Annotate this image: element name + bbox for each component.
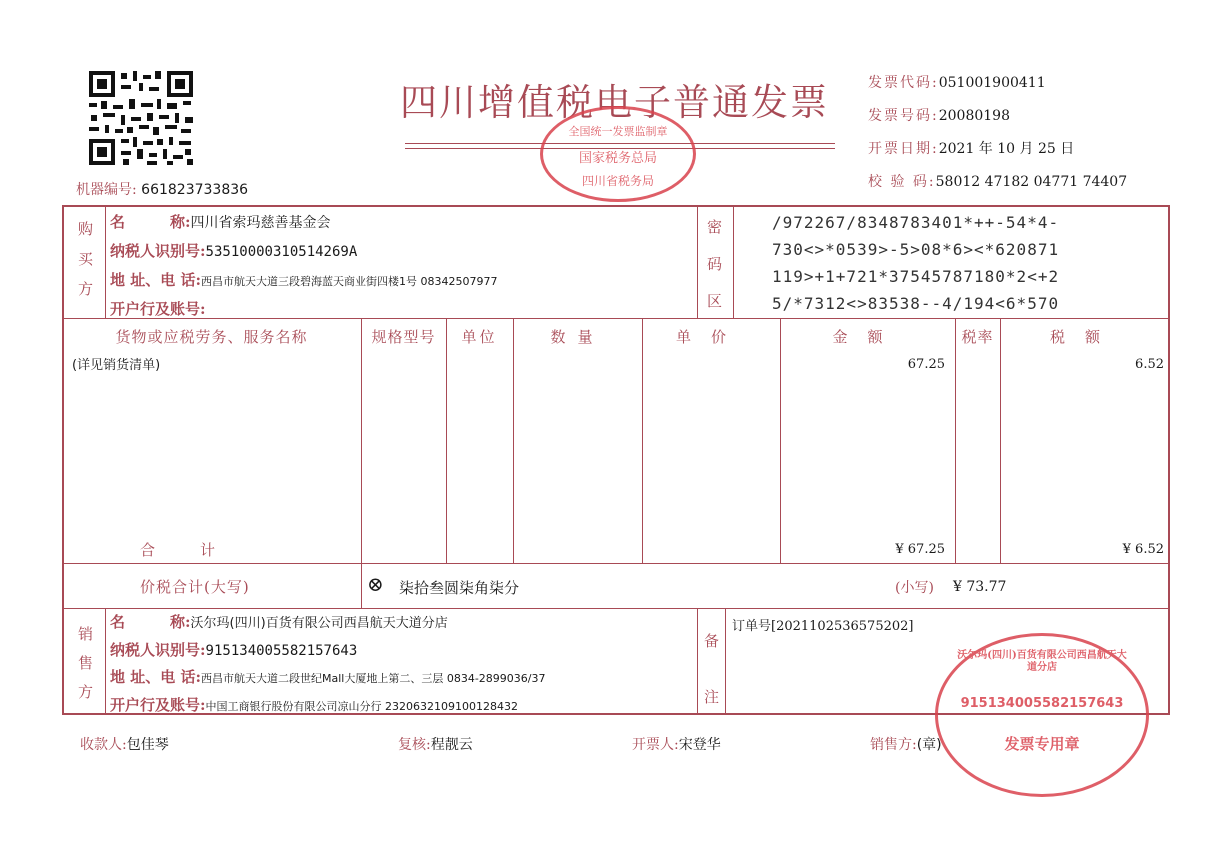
buyer-bank-label: 开户行及账号:: [110, 300, 206, 318]
cipher-side-char-2: 码: [707, 255, 723, 273]
seller-tax-label: 纳税人识别号:: [110, 641, 206, 659]
payee-name: 包佳琴: [126, 737, 169, 753]
invoice-number: 20080198: [938, 108, 1010, 124]
total-label: 合 计: [140, 541, 216, 559]
seller-bank: 中国工商银行股份有限公司凉山分行 2320632109100128432: [205, 700, 519, 713]
cipher-line-1: /972267/8348783401*++-54*4-: [772, 213, 1060, 232]
buyer-side-char-2: 买: [78, 250, 94, 268]
col-header-rate: 税率: [961, 328, 994, 346]
supervision-seal-arc: 全国统一发票监制章: [568, 125, 668, 138]
total-amount: ¥ 67.25: [895, 542, 945, 557]
grand-total-small-label: (小写): [895, 580, 934, 596]
col-header-unit: 单位: [461, 328, 498, 346]
buyer-bank-row: [110, 295, 497, 324]
buyer-tax-id: 53510000310514269A: [205, 244, 358, 260]
drawer-name: 宋登华: [678, 737, 721, 753]
cipher-line-4: 5/*7312<>83538--4/194<6*570: [772, 294, 1060, 313]
invoice-meta: [868, 66, 1127, 198]
item-name: (详见销货清单): [72, 358, 161, 373]
seller-bank-row: [110, 692, 545, 720]
seller-seal-arc: 沃尔玛(四川)百货有限公司西昌航天大道分店: [957, 650, 1127, 673]
buyer-name: 四川省索玛慈善基金会: [190, 215, 331, 231]
item-amount: 67.25: [907, 357, 945, 372]
cross-circle-icon: ⊗: [367, 572, 384, 596]
seller-invoice-seal: [935, 633, 1149, 797]
seller-seal-bottom: 发票专用章: [1004, 735, 1080, 753]
seller-addr: 西昌市航天大道二段世纪Mall大厦地上第二、三层 0834-2899036/37: [200, 672, 546, 685]
seller-side-char-3: 方: [78, 683, 94, 701]
col-header-price: 单价: [675, 328, 746, 346]
machine-number-label: 机器编号:: [76, 182, 137, 198]
grand-total-upper: 柒拾叁圆柒角柒分: [399, 579, 520, 597]
seller-name-row: [110, 609, 545, 637]
buyer-addr: 西昌市航天大道三段碧海蓝天商业街四楼1号 08342507977: [200, 275, 498, 288]
supervision-seal-line2: 国家税务总局: [578, 151, 657, 166]
check-code-row: [868, 165, 1127, 198]
buyer-addr-row: [110, 266, 497, 295]
seller-tax-row: [110, 637, 545, 664]
cipher-line-2: 730<>*0539>-5>08*6><*620871: [772, 240, 1060, 259]
seller-side-char-1: 销: [78, 625, 94, 643]
cipher-area: [772, 209, 1059, 317]
invoice-code: 051001900411: [938, 75, 1046, 91]
reviewer-name: 程靓云: [430, 737, 473, 753]
buyer-name-row: [110, 208, 497, 237]
invoice-date-label: 开票日期:: [868, 141, 939, 157]
seller-addr-row: [110, 664, 545, 692]
buyer-name-label: 名 称:: [110, 213, 191, 231]
seller-side-char-2: 售: [78, 654, 94, 672]
seller-addr-label: 地 址、电 话:: [110, 668, 201, 686]
seller-seal-tax-id: 915134005582157643: [960, 696, 1124, 711]
buyer-tax-label: 纳税人识别号:: [110, 242, 206, 260]
payee-label: 收款人:: [80, 737, 127, 753]
seller-info: [110, 609, 545, 720]
col-header-qty: 数量: [550, 328, 605, 346]
invoice-code-row: [868, 66, 1127, 99]
cipher-line-3: 119>+1+721*37545787180*2<+2: [772, 267, 1060, 286]
buyer-addr-label: 地 址、电 话:: [110, 271, 201, 289]
supervision-seal: [540, 106, 696, 202]
remarks-side-char-1: 备: [704, 632, 720, 650]
seller-bank-label: 开户行及账号:: [110, 696, 206, 714]
qr-code: [87, 69, 195, 167]
drawer-label: 开票人:: [632, 737, 679, 753]
grand-total-small: ¥ 73.77: [953, 579, 1007, 595]
buyer-side-char-1: 购: [78, 220, 94, 238]
invoice-title: 四川增值税电子普通发票: [400, 81, 829, 124]
machine-number: [76, 179, 248, 199]
seller-sign-label: 销售方:: [870, 737, 917, 753]
col-header-name: 货物或应税劳务、服务名称: [115, 328, 308, 346]
invoice-date-row: [868, 132, 1127, 165]
footer-reviewer: [398, 734, 473, 754]
buyer-side-char-3: 方: [78, 280, 94, 298]
col-header-tax: 税额: [1049, 328, 1120, 346]
invoice-date: 2021 年 10 月 25 日: [938, 141, 1075, 157]
check-code-label: 校 验 码:: [868, 174, 936, 190]
seller-sign-mark: (章): [916, 737, 942, 753]
invoice-number-row: [868, 99, 1127, 132]
cipher-side-char-3: 区: [707, 292, 723, 310]
remarks-order-number: 订单号[2021102536575202]: [732, 619, 914, 634]
reviewer-label: 复核:: [398, 737, 431, 753]
invoice-number-label: 发票号码:: [868, 108, 939, 124]
total-tax: ¥ 6.52: [1122, 542, 1164, 557]
col-header-spec: 规格型号: [371, 328, 436, 346]
machine-number-value: 661823733836: [141, 182, 249, 198]
buyer-info: [110, 208, 497, 324]
seller-name: 沃尔玛(四川)百货有限公司西昌航天大道分店: [190, 616, 448, 631]
seller-tax-id: 915134005582157643: [205, 643, 358, 659]
invoice-code-label: 发票代码:: [868, 75, 939, 91]
item-tax: 6.52: [1135, 357, 1164, 372]
col-header-amount: 金额: [832, 328, 903, 346]
footer-seller: [870, 734, 942, 754]
supervision-seal-line3: 四川省税务局: [581, 174, 654, 188]
remarks-side-char-2: 注: [704, 688, 720, 706]
footer-drawer: [632, 734, 721, 754]
seller-name-label: 名 称:: [110, 613, 191, 631]
footer-payee: [80, 734, 169, 754]
grand-total-label: 价税合计(大写): [140, 578, 250, 596]
check-code: 58012 47182 04771 74407: [935, 174, 1128, 190]
cipher-side-char-1: 密: [707, 218, 723, 236]
buyer-tax-row: [110, 237, 497, 266]
